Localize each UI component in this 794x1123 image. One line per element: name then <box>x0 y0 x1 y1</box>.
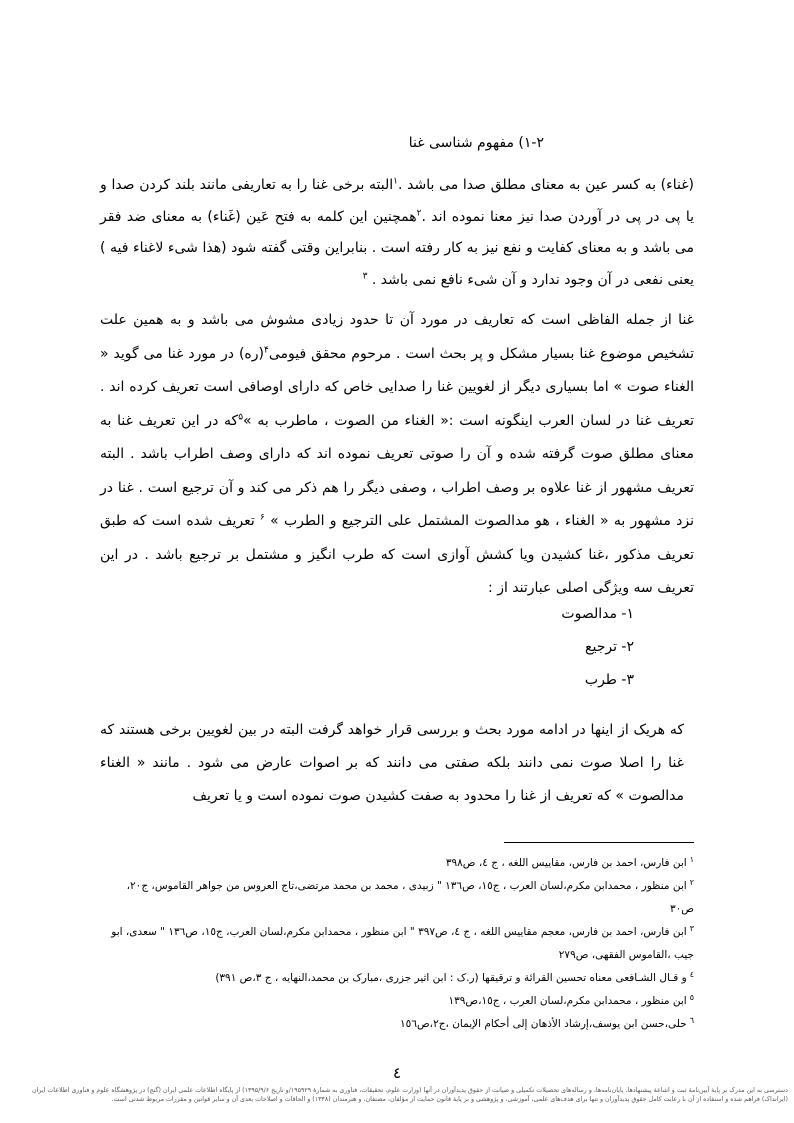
footnote-mark: ۲ <box>689 877 694 887</box>
page-number: ٤ <box>392 1064 402 1082</box>
footnote-ref-5[interactable]: ۵ <box>238 411 244 422</box>
footnote-text: ابن فارس، احمد بن فارس، معجم مقاییس اللغه ، ج ٤، ص٣٩٧ " ابن منظور ، محمدابن مکرم،لسان العرب، ج١٥، ص١٣٦ " سعدی، ابو جیب ،القاموس الفقهی، ص٢٧٩ <box>111 926 694 961</box>
footnote-text: و قـال الشـافعی معناه تحسین القرائة و ترقیقها (ر.ک : ابن اثیر جزری ،مبارک بن محمد،النهایه ، ج ٣،ص ٣٩١) <box>215 972 687 984</box>
features-list <box>100 598 634 697</box>
para2-text-d: تعریف شده است که طبق تعریف مذکور ،غنا کشیدن ویا کشش آوازی است که طرب انگیز و مشتمل بر ترجیع باشد . در این تعریف سه ویژگی اصلی عبارتند از : <box>100 513 694 596</box>
access-notice: دسترسی به این مدرک بر پایهٔ آیین‌نامهٔ ثبت و اشاعهٔ پیشنهادها، پایان‌نامه‌ها، و رساله‌های تحصیلات تکمیلی و صیانت از حقوق پدیدآوران در آنها (وزارت علوم، تحقیقات، فناوری به شمارهٔ ۱۹۵۹۲۹/و تاریخ ۱۳۹۵/۹/۶) از پایگاه اطلاعات علمی ایران (گنج) در پژوهشگاه علوم و فناوری اطلاعات ایران (ایرانداک) فراهم شده و استفاده از آن با رعایت کامل حقوق پدیدآوران و تنها برای هدف‌های علمی، آموزشی، و پژوهشی و بر پایهٔ قانون حمایت از مؤلفان، مصنفان، و هنرمندان (۱۳۴۸) و الحاقات و اصلاحات بعدی آن و سایر قوانین و مقررات مربوط شدنی است. <box>32 1087 788 1103</box>
list-item: ۱- مدالصوت <box>561 606 634 622</box>
footnote <box>100 990 694 1013</box>
footnotes <box>100 852 694 1036</box>
footnote-separator <box>504 842 694 843</box>
footnote-text: ابن منظور ، محمدابن مکرم،لسان العرب ، ج١٥،ص١٣٩ <box>448 995 687 1007</box>
footnote-ref-3[interactable]: ۳ <box>362 270 368 281</box>
footnote-mark: ۱ <box>689 854 694 864</box>
footnote-text: حلی،حسن ابن یوسف،إرشاد الأذهان إلی أحکام الإیمان ،ج٢،ص١٥٦ <box>400 1018 687 1030</box>
footnote <box>100 921 694 967</box>
paragraph-lexical-definitions <box>100 304 694 606</box>
footnote-ref-6[interactable]: ۶ <box>260 512 265 523</box>
footnote-mark: ٥ <box>689 992 694 1002</box>
footnote-ref-4[interactable]: ۴ <box>263 344 269 355</box>
footnote <box>100 875 694 921</box>
footnote-mark: ٤ <box>689 969 694 979</box>
para3-text: که هریک از اینها در ادامه مورد بحث و بررسی قرار خواهد گرفت البته در بین لغویین برخی هستند که غنا را اصلا صوت نمی دانند بلکه صفتی می دانند که بر اصوات عارض می شود . مانند « الغناء مدالصوت » که تعریف از غنا را محدود به صفت کشیدن صوت نموده است و یا تعریف <box>100 722 684 804</box>
list-item: ۳- طرب <box>584 672 634 688</box>
para2-text-b: (ره) در مورد غنا می گوید « الغناء صوت » اما بسیاری دیگر از لغویین غنا را صدایی خاص که دارای اوصافی است تعریف کرده اند . تعریف غنا در لسان العرب اینگونه است :« الغناء من الصوت ، ماطرب به » <box>100 345 694 429</box>
para2-text-c: که در این تعریف غنا به معنای مطلق صوت گرفته شده و آن را صوتی تعریف نموده اند که دارای وصف اطراب باشد . البته تعریف مشهور از غنا علاوه بر وصف اطراب ، وصفی دیگر را هم ذکر می کند و آن ترجیع است . غنا در نزد مشهور به « الغناء ، هو مدالصوت المشتمل علی الترجیع و الطرب » <box>100 412 695 529</box>
para1-text-b: البته برخی غنا را به تعاریفی مانند بلند کردن صدا و یا پی در پی در آوردن صدا نیز معنا نموده اند . <box>100 177 694 225</box>
paragraph-continuation <box>100 714 684 813</box>
footnote-text: ابن فارس، احمد بن فارس، مقاییس اللغه ، ج ٤، ص٣٩٨ <box>445 857 687 869</box>
para1-text-a: (غناء) به کسر عین به معنای مطلق صدا می باشد . <box>398 177 694 193</box>
footnote-mark: ۳ <box>689 923 694 933</box>
footnote <box>100 1013 694 1036</box>
footnote <box>100 852 694 875</box>
section-heading: ۱-۲) مفهوم شناسی غنا <box>408 135 544 151</box>
list-item: ۲- ترجیع <box>585 639 634 655</box>
footnote-mark: ٦ <box>689 1015 694 1025</box>
footnote-text: ابن منظور ، محمدابن مکرم،لسان العرب ، ج١٥، ص١٣٦ " زبیدی ، محمد بن محمد مرتضی،تاج العروس من جواهر القاموس، ج٢٠، ص٣٠ <box>126 880 694 915</box>
footnote <box>100 967 694 990</box>
footnote-ref-1[interactable]: ۱ <box>393 176 398 187</box>
paragraph-definition <box>100 170 694 296</box>
para2-text-a: غنا از جمله الفاظی است که تعاریف در مورد آن تا حدود زیادی مشوش می باشد و به همین علت تشخیص موضوع غنا بسیار مشکل و پر بحث است . مرحوم محقق فیومی <box>100 312 694 362</box>
para1-text-c: همچنین این کلمه به فتح عَین (غَناء) به معنای ضد فقر می باشد و به معنای کفایت و نفع نیز به کار رفته است . بنابراین وقتی گفته شود (هذا شیء لاغناء فیه ) یعنی نفعی در آن وجود ندارد و آن شیء نافع نمی باشد . <box>100 208 694 288</box>
footnote-ref-2[interactable]: ۲ <box>416 207 422 218</box>
